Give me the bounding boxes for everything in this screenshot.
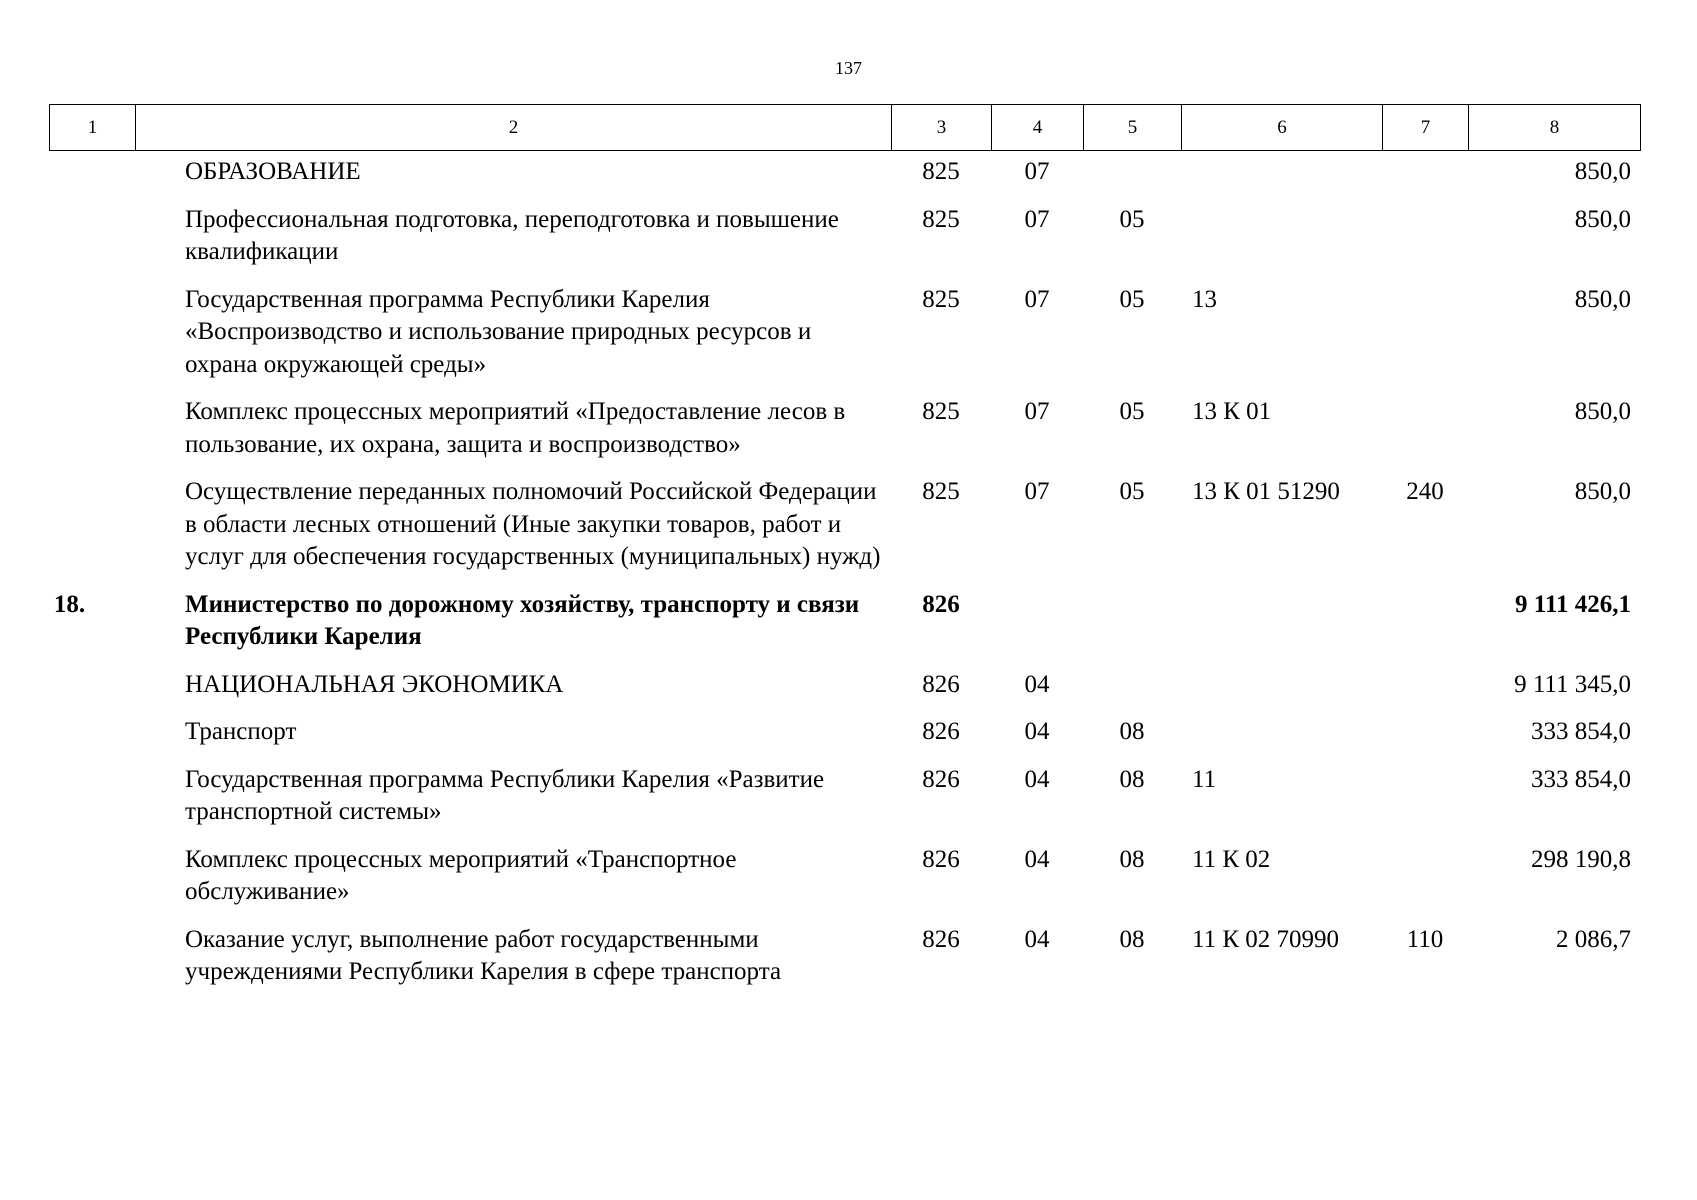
row-section: 04 <box>1024 765 1050 793</box>
row-target-item <box>1181 204 1382 284</box>
row-number <box>49 924 90 1004</box>
row-target-item: 11 <box>1192 765 1217 793</box>
row-section: 04 <box>1024 845 1050 873</box>
row-subsection: 08 <box>1119 845 1145 873</box>
row-target-item: 11 К 02 70990 <box>1192 925 1339 953</box>
row-amount: 850,0 <box>1574 285 1631 313</box>
row-name: Комплекс процессных мероприятий «Предоставление лесов в пользование, их охрана, защита и воспроизводство» <box>185 398 846 458</box>
table-row <box>49 204 1640 284</box>
row-section: 04 <box>1024 925 1050 953</box>
row-ministry-code: 826 <box>922 590 960 618</box>
row-expense-type <box>1382 589 1468 669</box>
row-number <box>49 204 90 284</box>
row-amount: 333 854,0 <box>1531 765 1631 793</box>
row-section: 04 <box>1024 670 1050 698</box>
row-ministry-code: 826 <box>922 765 960 793</box>
column-header-6: 6 <box>1182 105 1383 151</box>
column-header-table <box>49 104 1641 151</box>
row-name: НАЦИОНАЛЬНАЯ ЭКОНОМИКА <box>185 670 564 698</box>
row-ministry-code: 826 <box>922 718 960 745</box>
column-header-row <box>50 105 1641 151</box>
row-name: ОБРАЗОВАНИЕ <box>185 158 361 185</box>
row-section: 07 <box>1024 205 1050 233</box>
row-subsection <box>1083 156 1181 204</box>
row-section: 07 <box>1024 398 1050 425</box>
row-name: Комплекс процессных мероприятий «Транспортное обслуживание» <box>185 845 737 905</box>
row-target-item: 11 К 02 <box>1192 845 1271 873</box>
table-row <box>49 669 1640 717</box>
row-number <box>49 844 90 924</box>
row-expense-type: 110 <box>1406 925 1444 953</box>
row-ministry-code: 826 <box>922 925 960 953</box>
table-row <box>49 716 1640 764</box>
row-number <box>49 716 90 764</box>
row-subsection <box>1083 669 1181 717</box>
row-target-item: 13 К 01 51290 <box>1192 478 1340 505</box>
table-row <box>49 844 1640 924</box>
row-subsection: 05 <box>1119 205 1145 233</box>
table-row <box>49 476 1640 589</box>
row-amount: 850,0 <box>1574 478 1631 505</box>
row-expense-type: 240 <box>1406 478 1444 505</box>
row-ministry-code: 825 <box>922 158 960 185</box>
row-ministry-code: 825 <box>922 205 960 233</box>
row-number: 18. <box>53 590 86 618</box>
table-row <box>49 284 1640 397</box>
row-expense-type <box>1382 669 1468 717</box>
table-row <box>49 589 1640 669</box>
row-amount: 9 111 426,1 <box>1515 590 1631 618</box>
row-target-item: 13 <box>1192 285 1217 313</box>
row-subsection: 05 <box>1119 398 1145 425</box>
row-name: Государственная программа Республики Карелия «Воспроизводство и использование природных ресурсов и охрана окружающей среды» <box>185 285 812 378</box>
row-section: 04 <box>1024 718 1050 745</box>
row-section: 07 <box>1024 285 1050 313</box>
column-header-8: 8 <box>1469 105 1641 151</box>
row-subsection: 08 <box>1119 925 1145 953</box>
row-amount: 298 190,8 <box>1531 845 1631 873</box>
row-ministry-code: 825 <box>922 478 960 505</box>
column-header-4: 4 <box>992 105 1084 151</box>
row-expense-type <box>1382 716 1468 764</box>
row-ministry-code: 825 <box>922 398 960 425</box>
row-ministry-code: 826 <box>922 670 960 698</box>
row-name: Министерство по дорожному хозяйству, транспорту и связи Республики Карелия <box>185 590 860 650</box>
row-expense-type <box>1382 284 1468 397</box>
row-number <box>49 476 90 589</box>
row-number <box>49 396 90 476</box>
row-subsection: 05 <box>1119 478 1145 505</box>
table-row <box>49 764 1640 844</box>
table-row <box>49 924 1640 1004</box>
row-section: 07 <box>1024 478 1050 505</box>
row-target-item <box>1181 716 1382 764</box>
column-header-7: 7 <box>1383 105 1469 151</box>
table-row <box>49 396 1640 476</box>
row-expense-type <box>1382 156 1468 204</box>
row-amount: 850,0 <box>1574 398 1631 425</box>
row-ministry-code: 826 <box>922 845 960 873</box>
row-amount: 333 854,0 <box>1531 718 1631 745</box>
row-number <box>49 669 90 717</box>
row-subsection: 08 <box>1119 718 1145 745</box>
page-number: 137 <box>835 58 862 78</box>
row-name: Государственная программа Республики Карелия «Развитие транспортной системы» <box>185 765 825 825</box>
row-expense-type <box>1382 396 1468 476</box>
row-amount: 2 086,7 <box>1556 925 1631 953</box>
row-number <box>49 156 90 204</box>
row-section: 07 <box>1024 158 1050 185</box>
row-amount: 850,0 <box>1574 158 1631 185</box>
budget-table <box>49 156 1640 1004</box>
row-expense-type <box>1382 204 1468 284</box>
row-name: Осуществление переданных полномочий Российской Федерации в области лесных отношений (Иные закупки товаров, работ и услуг для обеспечения государственных (муниципальных) нужд) <box>185 478 881 570</box>
row-target-item: 13 К 01 <box>1192 398 1272 425</box>
row-subsection: 08 <box>1119 765 1145 793</box>
row-name: Профессиональная подготовка, переподготовка и повышение квалификации <box>185 205 839 265</box>
row-target-item <box>1181 156 1382 204</box>
row-ministry-code: 825 <box>922 285 960 313</box>
budget-table-body <box>49 156 1640 1004</box>
row-target-item <box>1181 589 1382 669</box>
row-amount: 9 111 345,0 <box>1514 670 1631 698</box>
column-header-5: 5 <box>1084 105 1182 151</box>
row-number <box>49 284 90 397</box>
row-expense-type <box>1382 844 1468 924</box>
row-name: Оказание услуг, выполнение работ государственными учреждениями Республики Карелия в сфере транспорта <box>185 925 782 985</box>
row-amount: 850,0 <box>1574 205 1631 233</box>
column-header-3: 3 <box>892 105 992 151</box>
row-target-item <box>1181 669 1382 717</box>
column-header-2: 2 <box>136 105 892 151</box>
row-number <box>49 764 90 844</box>
row-expense-type <box>1382 764 1468 844</box>
row-subsection <box>1083 589 1181 669</box>
column-header-1: 1 <box>50 105 136 151</box>
table-row <box>49 156 1640 204</box>
row-section <box>991 589 1083 669</box>
row-name: Транспорт <box>185 718 297 745</box>
row-subsection: 05 <box>1119 285 1145 313</box>
